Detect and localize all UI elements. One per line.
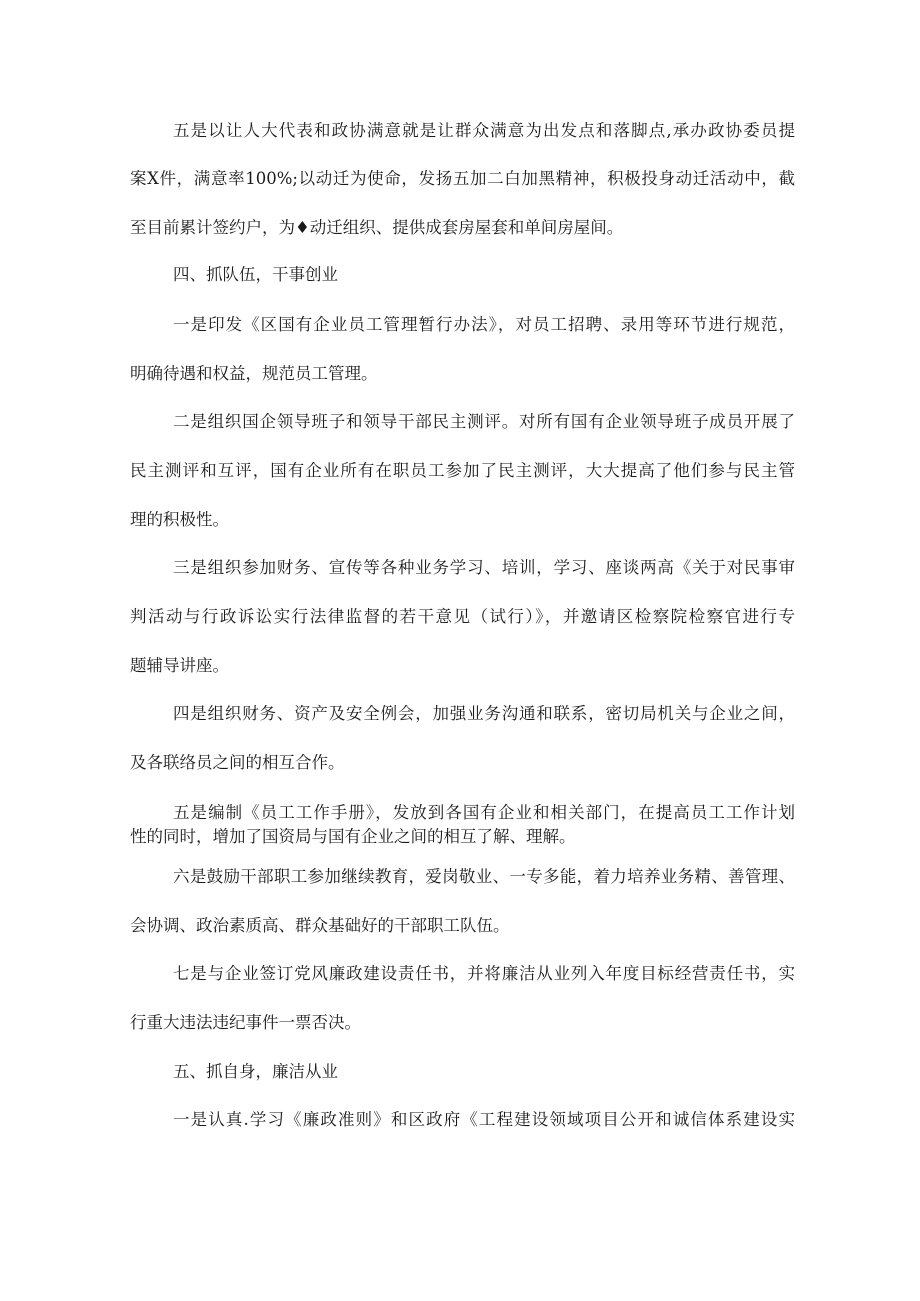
paragraph-line: 明确待遇和权益，规范员工管理。 bbox=[130, 364, 378, 383]
paragraph-line: 判活动与行政诉讼实行法律监督的若干意见（试行）》，并邀请区检察院检察官进行专 bbox=[130, 607, 795, 626]
paragraph-line: 一是认真.学习《廉政准则》和区政府《工程建设领域项目公开和诚信体系建设实 bbox=[173, 1110, 795, 1129]
section-heading: 四、抓队伍，干事创业 bbox=[173, 265, 338, 284]
paragraph-line: 五是编制《员工工作手册》，发放到各国有企业和相关部门，在提高员工工作计划 bbox=[173, 803, 795, 822]
paragraph-line: 性的同时，增加了国资局与国有企业之间的相互了解、理解。 bbox=[130, 827, 576, 846]
paragraph-line: 三是组织参加财务、宣传等各种业务学习、培训，学习、座谈两高《关于对民事审 bbox=[173, 558, 795, 577]
paragraph-line: 民主测评和互评，国有企业所有在职员工参加了民主测评，大大提高了他们参与民主管 bbox=[130, 461, 795, 480]
paragraph-line: 七是与企业签订党风廉政建设责任书，并将廉洁从业列入年度目标经营责任书，实 bbox=[173, 964, 795, 983]
paragraph-line: 二是组织国企领导班子和领导干部民主测评。对所有国有企业领导班子成员开展了 bbox=[173, 412, 795, 431]
paragraph-line: 及各联络员之间的相互合作。 bbox=[130, 753, 345, 772]
paragraph-line: 题辅导讲座。 bbox=[130, 656, 229, 675]
paragraph-line: 会协调、政治素质高、群众基础好的干部职工队伍。 bbox=[130, 916, 510, 935]
paragraph-line: 理的积极性。 bbox=[130, 510, 229, 529]
section-heading: 五、抓自身，廉洁从业 bbox=[173, 1062, 338, 1081]
paragraph-line: 六是鼓励干部职工参加继续教育，爱岗敬业、一专多能，着力培养业务精、善管理、 bbox=[173, 867, 795, 886]
paragraph-line: 四是组织财务、资产及安全例会，加强业务沟通和联系，密切局机关与企业之间， bbox=[173, 704, 795, 723]
paragraph-line: 一是印发《区国有企业员工管理暂行办法》，对员工招聘、录用等环节进行规范， bbox=[173, 315, 795, 334]
paragraph-line: 至目前累计签约户，为♦动迁组织、提供成套房屋套和单间房屋间。 bbox=[130, 218, 624, 237]
paragraph-line: 行重大违法违纪事件一票否决。 bbox=[130, 1013, 361, 1032]
paragraph-line: 案X件，满意率100%;以动迁为使命，发扬五加二白加黑精神，积极投身动迁活动中，截 bbox=[130, 169, 795, 188]
paragraph-line: 五是以让人大代表和政协满意就是让群众满意为出发点和落脚点,承办政协委员提 bbox=[173, 121, 795, 140]
